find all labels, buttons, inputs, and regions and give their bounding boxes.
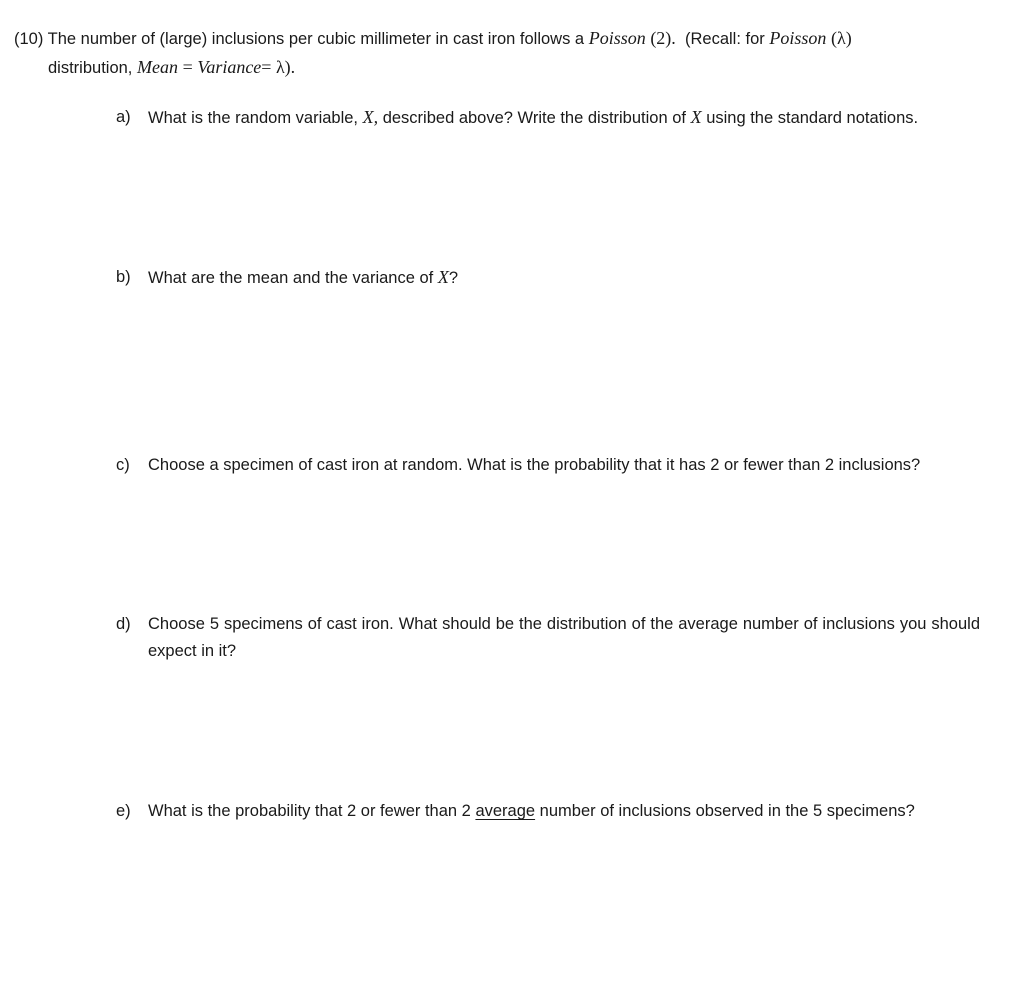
equals-sign: =: [182, 57, 193, 77]
question-a-text-2: described above? Write the distribution of: [382, 109, 686, 127]
question-text: [148, 798, 980, 825]
recall-distribution-name: Poisson: [769, 28, 827, 48]
variable-x: X: [690, 107, 702, 127]
question-b-text-1: What are the mean and the variance of: [148, 269, 434, 287]
distribution-parameter: (2).: [650, 28, 676, 48]
problem-number: (10): [14, 30, 44, 48]
question-letter: b): [116, 268, 131, 286]
underlined-word: average: [475, 802, 536, 820]
recall-text: (Recall: for: [684, 30, 765, 48]
question-letter: d): [116, 615, 131, 633]
question-letter: e): [116, 802, 131, 820]
question-letter: a): [116, 108, 131, 126]
recall-distribution-text: distribution,: [48, 59, 133, 77]
question-c: [116, 452, 980, 479]
problem-statement: [14, 24, 994, 82]
distribution-name: Poisson: [588, 28, 646, 48]
question-text: [148, 104, 980, 132]
question-a: [116, 104, 980, 132]
question-d: [116, 611, 980, 665]
question-mark: ?: [448, 269, 459, 287]
variance-symbol: Variance: [197, 57, 262, 77]
mean-symbol: Mean: [136, 57, 178, 77]
recall-lambda: (λ): [830, 28, 852, 48]
question-text: [148, 264, 980, 292]
question-text: Choose 5 specimens of cast iron. What should be the distribution of the average number of inclusions you should expect in it?: [148, 615, 980, 660]
lambda-equality: = λ).: [261, 57, 296, 77]
question-e-text-1: What is the probability that 2 or fewer than 2: [148, 802, 471, 820]
question-e-text-2: number of inclusions observed in the 5 specimens?: [539, 802, 915, 820]
question-a-text-3: using the standard notations.: [706, 109, 919, 127]
question-text: Choose a specimen of cast iron at random. What is the probability that it has 2 or fewer than 2 inclusions?: [148, 456, 921, 474]
variable-x: X: [437, 267, 449, 287]
question-a-text-1: What is the random variable,: [148, 109, 359, 127]
variable-x: X,: [362, 107, 379, 127]
question-letter: c): [116, 456, 130, 474]
problem-text: The number of (large) inclusions per cubic millimeter in cast iron follows a: [47, 30, 585, 48]
question-b: [116, 264, 980, 292]
question-e: [116, 798, 980, 825]
